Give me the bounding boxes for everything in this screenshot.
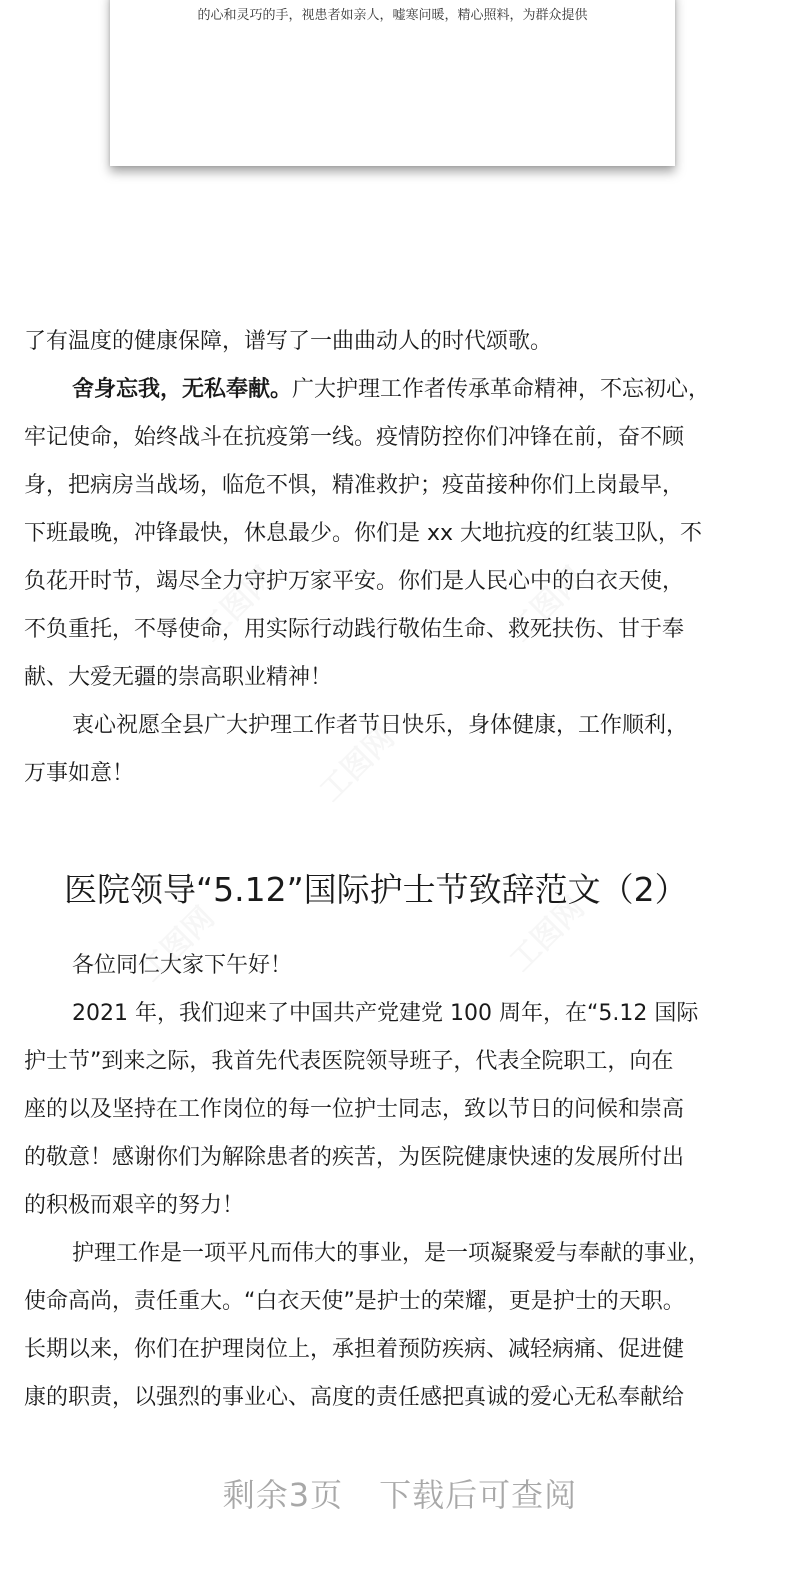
paragraph-line: 衷心祝愿全县广大护理工作者节日快乐，身体健康，工作顺利， bbox=[72, 713, 689, 738]
paragraph-line: 负花开时节，竭尽全力守护万家平安。你们是人民心中的白衣天使， bbox=[24, 569, 685, 594]
paragraph-line: 万事如意！ bbox=[24, 761, 135, 786]
paragraph-line: 使命高尚，责任重大。“白衣天使”是护士的荣耀，更是护士的天职。 bbox=[24, 1289, 685, 1314]
paragraph-line: 康的职责，以强烈的事业心、高度的责任感把真诚的爱心无私奉献给 bbox=[24, 1385, 685, 1410]
preview-snippet: 的心和灵巧的手，视患者如亲人，嘘寒问暖，精心照料，为群众提供 bbox=[197, 8, 588, 23]
paragraph-line: 下班最晚，冲锋最快，休息最少。你们是 xx 大地抗疫的红装卫队，不 bbox=[24, 521, 703, 546]
remaining-pages-label: 剩余3页 bbox=[222, 1476, 344, 1514]
paragraph-line: 的积极而艰辛的努力！ bbox=[24, 1193, 245, 1218]
download-to-view-label[interactable]: 下载后可查阅 bbox=[379, 1476, 578, 1514]
paragraph-line: 各位同仁大家下午好！ bbox=[72, 953, 293, 978]
paragraph-line: 护士节”到来之际，我首先代表医院领导班子，代表全院职工，向在 bbox=[24, 1049, 674, 1074]
page-preview-card bbox=[110, 0, 675, 166]
paragraph-line: 舍身忘我，无私奉献。广大护理工作者传承革命精神，不忘初心， bbox=[72, 377, 711, 402]
paragraph-line: 身，把病房当战场，临危不惧，精准救护；疫苗接种你们上岗最早， bbox=[24, 473, 685, 498]
paragraph-line: 不负重托，不辱使命，用实际行动践行敬佑生命、救死扶伤、甘于奉 bbox=[24, 617, 685, 642]
document-section-2 bbox=[24, 942, 776, 1422]
paragraph-line: 牢记使命，始终战斗在抗疫第一线。疫情防控你们冲锋在前，奋不顾 bbox=[24, 425, 685, 450]
paragraph-line: 2021 年，我们迎来了中国共产党建党 100 周年，在“5.12 国际 bbox=[72, 1001, 699, 1026]
document-section-1 bbox=[24, 318, 776, 798]
paragraph-line: 献、大爱无疆的崇高职业精神！ bbox=[24, 665, 333, 690]
paragraph-line: 长期以来，你们在护理岗位上，承担着预防疾病、减轻病痛、促进健 bbox=[24, 1337, 685, 1362]
paragraph-line: 了有温度的健康保障，谱写了一曲曲动人的时代颂歌。 bbox=[24, 329, 553, 354]
bold-lead: 舍身忘我，无私奉献。 bbox=[72, 377, 293, 402]
section-heading: 医院领导“5.12”国际护士节致辞范文（2） bbox=[64, 870, 688, 909]
paragraph-line: 的敬意！感谢你们为解除患者的疾苦，为医院健康快速的发展所付出 bbox=[24, 1145, 685, 1170]
paragraph-line: 护理工作是一项平凡而伟大的事业，是一项凝聚爱与奉献的事业， bbox=[72, 1241, 711, 1266]
download-prompt[interactable] bbox=[0, 1470, 800, 1516]
paragraph-line: 座的以及坚持在工作岗位的每一位护士同志，致以节日的问候和崇高 bbox=[24, 1097, 685, 1122]
